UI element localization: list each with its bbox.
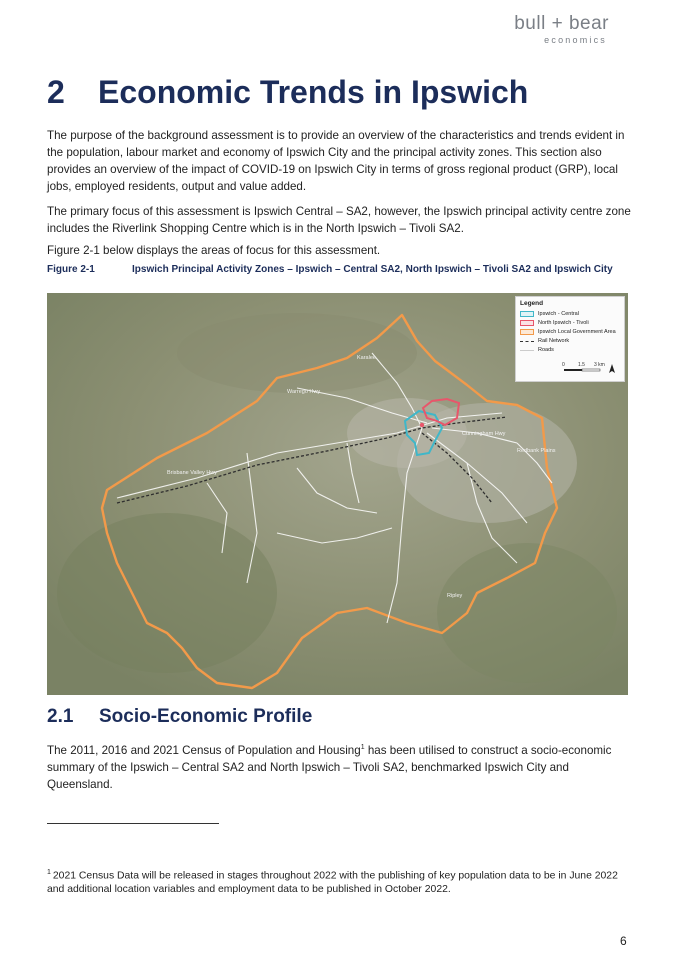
ipswich-map bbox=[47, 293, 628, 695]
section-number: 2.1 bbox=[47, 706, 74, 727]
legend-swatch-central bbox=[520, 311, 534, 317]
figure-intro-paragraph: Figure 2-1 below displays the areas of focus for this assessment. bbox=[47, 244, 381, 257]
section-paragraph-pre: The 2011, 2016 and 2021 Census of Population and Housing bbox=[47, 743, 361, 757]
page-number: 6 bbox=[620, 934, 627, 948]
section-title: Socio-Economic Profile bbox=[99, 706, 313, 727]
map-label-cunningham: Cunningham Hwy bbox=[462, 431, 506, 437]
legend-label-tivoli: North Ipswich - Tivoli bbox=[538, 319, 589, 326]
chapter-number: 2 bbox=[47, 74, 65, 110]
legend-swatch-rail bbox=[520, 341, 534, 342]
footnote-ref[interactable]: 1 bbox=[360, 744, 365, 751]
intro-paragraph: The purpose of the background assessment is to provide an overview of the characteristics and trends evident in the population, labour market and economy of Ipswich City and the principal activity zones. This section also provides an overview of the impact of COVID-19 on Ipswich City in terms of gross regional product (GRP), local jobs, employed residents, output and value added. bbox=[47, 129, 625, 193]
scale-label-0: 0 bbox=[562, 362, 565, 368]
scale-graphic bbox=[560, 362, 620, 376]
legend-item-central bbox=[520, 309, 620, 318]
legend-swatch-tivoli bbox=[520, 320, 534, 326]
logo-wordmark: bull + bear bbox=[514, 13, 609, 34]
map-label-redbank: Redbank Plains bbox=[517, 448, 556, 454]
map-label-warrego: Warrego Hwy bbox=[287, 389, 321, 395]
brand-logo bbox=[514, 14, 609, 46]
map-label-brisbane-valley: Brisbane Valley Hwy bbox=[167, 470, 218, 476]
legend-label-lga: Ipswich Local Government Area bbox=[538, 328, 616, 335]
chapter-heading bbox=[47, 74, 528, 111]
footnote-text: 2021 Census Data will be released in stages throughout 2022 with the publishing of key population data to be in June 2022 and additional location variables and employment data to be published in October 2022. bbox=[47, 870, 618, 896]
logo-subtitle: economics bbox=[544, 35, 607, 45]
legend-label-central: Ipswich - Central bbox=[538, 310, 579, 317]
legend-swatch-roads bbox=[520, 350, 534, 351]
chapter-title: Economic Trends in Ipswich bbox=[98, 74, 529, 110]
footnote-rule bbox=[47, 823, 219, 824]
figure-label: Figure 2-1 bbox=[47, 264, 95, 275]
legend-item-roads bbox=[520, 345, 620, 354]
scale-label-mid: 1.5 bbox=[578, 362, 585, 368]
footnote-number: 1 bbox=[47, 869, 51, 876]
focus-paragraph: The primary focus of this assessment is Ipswich Central – SA2, however, the Ipswich principal activity centre zone includes the Riverlink Shopping Centre which is in the North Ipswich – Tivoli SA2. bbox=[47, 205, 631, 235]
legend-title: Legend bbox=[520, 300, 544, 307]
figure-caption bbox=[47, 264, 632, 276]
legend-item-rail bbox=[520, 336, 620, 345]
legend-item-tivoli bbox=[520, 318, 620, 327]
map-label-northwest: Karalee bbox=[357, 355, 376, 361]
section-heading bbox=[47, 706, 312, 728]
map-label-south: Ripley bbox=[447, 593, 463, 599]
legend-label-roads: Roads bbox=[538, 346, 554, 353]
scale-label-end: 3 km bbox=[594, 362, 605, 368]
map-scale-bar bbox=[560, 362, 620, 376]
legend-swatch-lga bbox=[520, 329, 534, 335]
section-paragraph-post: has been utilised to construct a socio-economic summary of the Ipswich – Central SA2 and North Ipswich – Tivoli SA2, benchmarked Ipswich City and Queensland. bbox=[47, 743, 612, 791]
footnote bbox=[47, 866, 632, 897]
north-arrow-icon bbox=[609, 364, 615, 373]
section-paragraph bbox=[47, 739, 632, 793]
legend-label-rail: Rail Network bbox=[538, 337, 570, 344]
legend-item-lga bbox=[520, 327, 620, 336]
figure-caption-text: Ipswich Principal Activity Zones – Ipswich – Central SA2, North Ipswich – Tivoli SA2 and Ipswich City bbox=[132, 264, 613, 275]
